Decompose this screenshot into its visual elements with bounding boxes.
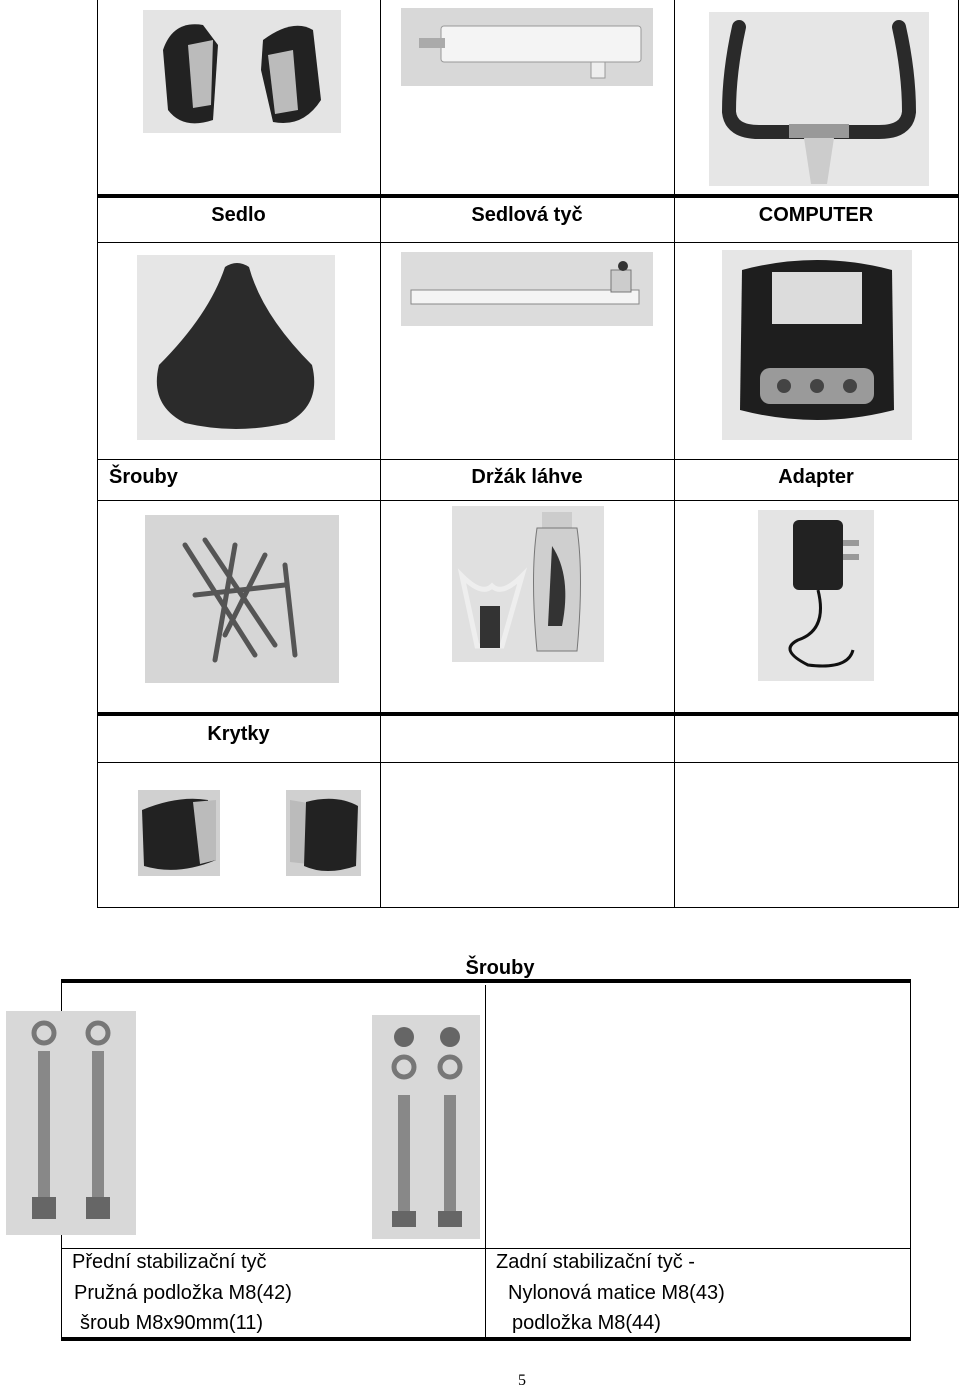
end-caps-photo-2 bbox=[286, 790, 361, 876]
front-caption-line3: šroub M8x90mm(11) bbox=[80, 1312, 264, 1334]
label-caps: Krytky bbox=[207, 723, 270, 745]
handlebar-photo bbox=[709, 12, 929, 186]
label-saddle: Sedlo bbox=[211, 204, 266, 226]
adapter-photo bbox=[758, 510, 874, 681]
saddle-photo bbox=[137, 255, 335, 440]
pedals-photo bbox=[143, 10, 341, 133]
rear-caption-line1: Zadní stabilizační tyč - bbox=[496, 1251, 695, 1273]
label-seat-post: Sedlová tyč bbox=[471, 204, 583, 226]
rear-caption-line2: Nylonová matice M8(43) bbox=[508, 1282, 725, 1304]
front-bolts-photo bbox=[6, 1011, 136, 1235]
computer-photo bbox=[722, 250, 912, 440]
front-caption-line1: Přední stabilizační tyč bbox=[72, 1251, 267, 1273]
rear-bolts-photo bbox=[372, 1015, 480, 1239]
rear-caption-line3: podložka M8(44) bbox=[512, 1312, 661, 1334]
page-number: 5 bbox=[518, 1372, 526, 1389]
label-screws: Šrouby bbox=[109, 466, 178, 488]
seat-tube-photo bbox=[401, 252, 653, 326]
bottle-holder-photo bbox=[452, 506, 604, 662]
screws-title: Šrouby bbox=[465, 957, 535, 979]
label-adapter: Adapter bbox=[778, 466, 854, 488]
bolts-bag-photo bbox=[145, 515, 339, 683]
label-computer: COMPUTER bbox=[758, 204, 874, 226]
front-caption-line2: Pružná podložka M8(42) bbox=[74, 1282, 292, 1304]
label-bottle-holder: Držák láhve bbox=[471, 466, 583, 488]
end-caps-photo bbox=[138, 790, 220, 876]
seat-post-photo bbox=[401, 8, 653, 86]
